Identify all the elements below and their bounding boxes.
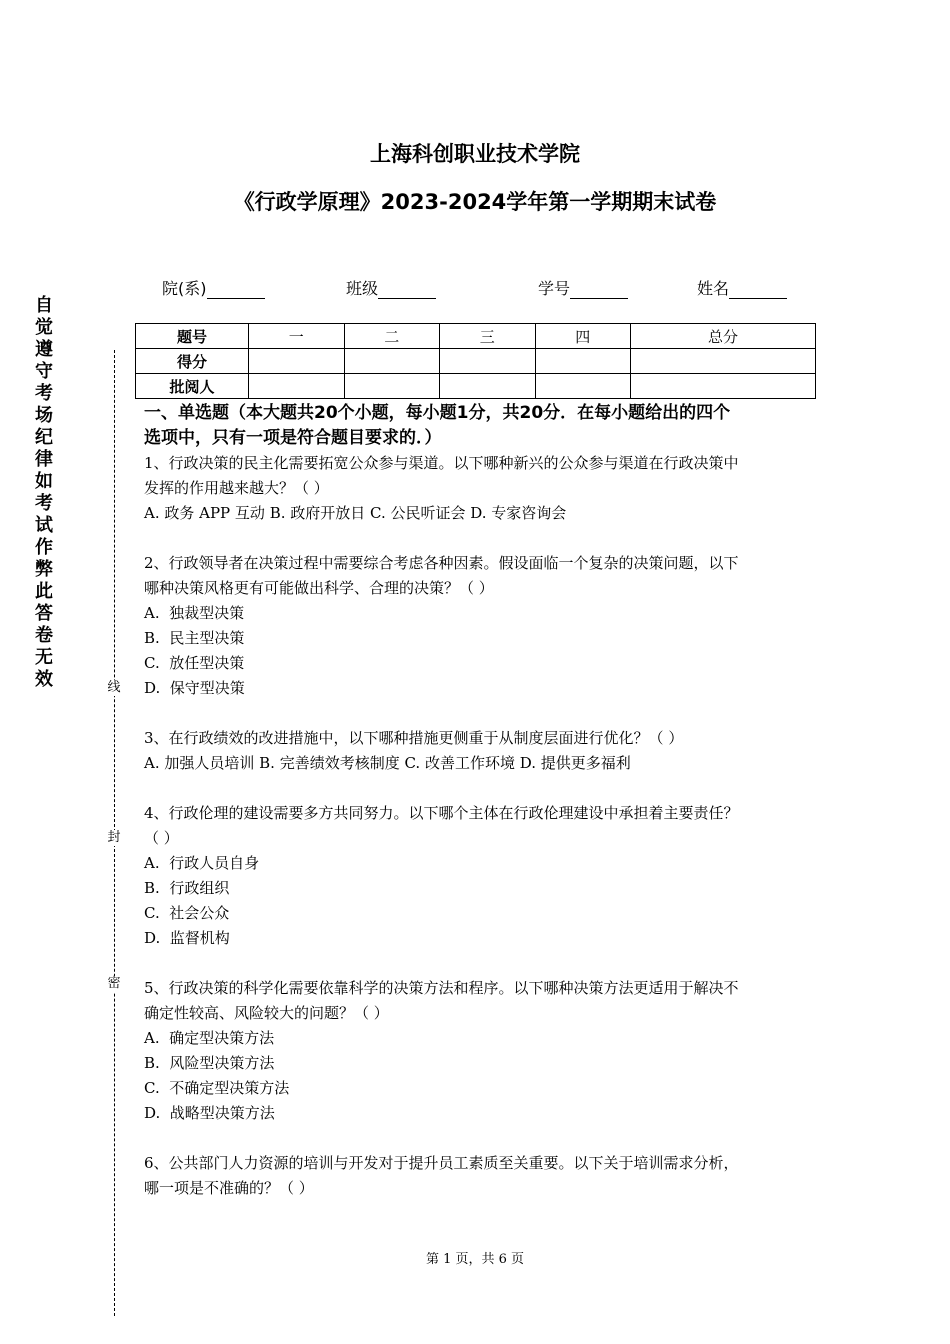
- dept-label: 院(系): [162, 279, 207, 298]
- class-label: 班级: [346, 279, 379, 298]
- option-a: A. 行政人员自身: [144, 854, 260, 872]
- seal-label-secret: 密: [107, 976, 121, 991]
- notice-char: 考: [35, 493, 53, 514]
- section-heading: 选项中，只有一项是符合题目要求的．）: [144, 428, 442, 448]
- student-id-label: 学号: [538, 279, 571, 298]
- notice-char: 作: [35, 537, 53, 558]
- score-table: [135, 323, 816, 399]
- class-blank[interactable]: [378, 282, 436, 299]
- question-options: A. 加强人员培训 B. 完善绩效考核制度 C. 改善工作环境 D. 提供更多福利: [144, 754, 631, 772]
- option-b: B. 风险型决策方法: [144, 1054, 275, 1072]
- notice-char: 纪: [35, 427, 53, 448]
- score-cell[interactable]: [440, 349, 536, 374]
- notice-char: 答: [35, 603, 53, 624]
- score-cell[interactable]: [249, 349, 345, 374]
- notice-char: 如: [35, 471, 53, 492]
- notice-char: 此: [35, 581, 53, 602]
- dept-blank[interactable]: [207, 282, 265, 299]
- name-blank[interactable]: [729, 282, 787, 299]
- option-c: C. 放任型决策: [144, 654, 245, 672]
- option-c: C. 社会公众: [144, 904, 230, 922]
- question-options: A. 政务 APP 互动 B. 政府开放日 C. 公民听证会 D. 专家咨询会: [144, 504, 567, 522]
- question-text: （ ）: [144, 829, 179, 847]
- exam-discipline-notice: [32, 295, 56, 691]
- section-heading: 一、单选题（本大题共20个小题，每小题1分，共20分．在每小题给出的四个: [144, 403, 731, 423]
- score-cell[interactable]: [631, 349, 816, 374]
- score-col-header: 二: [344, 324, 440, 349]
- question-text: 1、行政决策的民主化需要拓宽公众参与渠道。以下哪种新兴的公众参与渠道在行政决策中: [144, 454, 739, 472]
- option-b: B. 民主型决策: [144, 629, 245, 647]
- score-col-header: 四: [535, 324, 631, 349]
- exam-title: 《行政学原理》2023-2024学年第一学期期末试卷: [233, 190, 717, 214]
- page-footer: 第 1 页，共 6 页: [425, 1252, 525, 1267]
- option-c: C. 不确定型决策方法: [144, 1079, 290, 1097]
- question-text: 确定性较高、风险较大的问题？（ ）: [144, 1004, 389, 1022]
- school-name: 上海科创职业技术学院: [370, 142, 580, 166]
- student-id-field: [538, 276, 628, 299]
- notice-char: 觉: [35, 317, 53, 338]
- option-d: D. 保守型决策: [144, 679, 245, 697]
- question-5: [144, 976, 814, 1126]
- question-text: 2、行政领导者在决策过程中需要综合考虑各种因素。假设面临一个复杂的决策问题，以下: [144, 554, 739, 572]
- grader-cell[interactable]: [344, 374, 440, 399]
- option-d: D. 战略型决策方法: [144, 1104, 275, 1122]
- question-6: [144, 1151, 814, 1201]
- name-label: 姓名: [697, 279, 730, 298]
- dept-field: [162, 276, 265, 299]
- option-a: A. 确定型决策方法: [144, 1029, 275, 1047]
- score-row: [136, 349, 816, 374]
- question-text: 5、行政决策的科学化需要依靠科学的决策方法和程序。以下哪种决策方法更适用于解决不: [144, 979, 739, 997]
- name-field: [697, 276, 787, 299]
- seal-label-line: 线: [107, 680, 121, 695]
- question-text: 哪种决策风格更有可能做出科学、合理的决策？（ ）: [144, 579, 494, 597]
- notice-char: 考: [35, 383, 53, 404]
- score-col-header: 总分: [631, 324, 816, 349]
- grader-cell[interactable]: [440, 374, 536, 399]
- option-b: B. 行政组织: [144, 879, 230, 897]
- score-col-header: 三: [440, 324, 536, 349]
- grader-row: [136, 374, 816, 399]
- option-d: D. 监督机构: [144, 929, 230, 947]
- notice-char: 无: [35, 647, 53, 668]
- score-cell[interactable]: [535, 349, 631, 374]
- notice-char: 自: [35, 295, 53, 316]
- question-text: 4、行政伦理的建设需要多方共同努力。以下哪个主体在行政伦理建设中承担着主要责任？: [144, 804, 739, 822]
- notice-char: 试: [35, 515, 53, 536]
- student-id-blank[interactable]: [570, 282, 628, 299]
- seal-label-seal: 封: [107, 830, 121, 845]
- score-table-header-row: [136, 324, 816, 349]
- grader-row-label: 批阅人: [136, 374, 249, 399]
- score-cell[interactable]: [344, 349, 440, 374]
- question-text: 3、在行政绩效的改进措施中，以下哪种措施更侧重于从制度层面进行优化？（ ）: [144, 729, 684, 747]
- question-text: 发挥的作用越来越大？（ ）: [144, 479, 329, 497]
- notice-char: 场: [35, 405, 53, 426]
- question-1: [144, 451, 814, 526]
- score-col-header: 一: [249, 324, 345, 349]
- question-4: [144, 801, 814, 951]
- question-area: [144, 401, 814, 1201]
- score-row-label: 得分: [136, 349, 249, 374]
- question-text: 哪一项是不准确的？（ ）: [144, 1179, 314, 1197]
- notice-char: 遵: [35, 339, 53, 360]
- option-a: A. 独裁型决策: [144, 604, 245, 622]
- question-text: 6、公共部门人力资源的培训与开发对于提升员工素质至关重要。以下关于培训需求分析，: [144, 1154, 739, 1172]
- grader-cell[interactable]: [631, 374, 816, 399]
- grader-cell[interactable]: [249, 374, 345, 399]
- score-col-header: 题号: [136, 324, 249, 349]
- notice-char: 守: [35, 361, 53, 382]
- question-3: [144, 726, 814, 776]
- notice-char: 卷: [35, 625, 53, 646]
- notice-char: 律: [35, 449, 53, 470]
- notice-char: 弊: [35, 559, 53, 580]
- grader-cell[interactable]: [535, 374, 631, 399]
- class-field: [346, 276, 436, 299]
- question-2: [144, 551, 814, 701]
- notice-char: 效: [35, 669, 53, 690]
